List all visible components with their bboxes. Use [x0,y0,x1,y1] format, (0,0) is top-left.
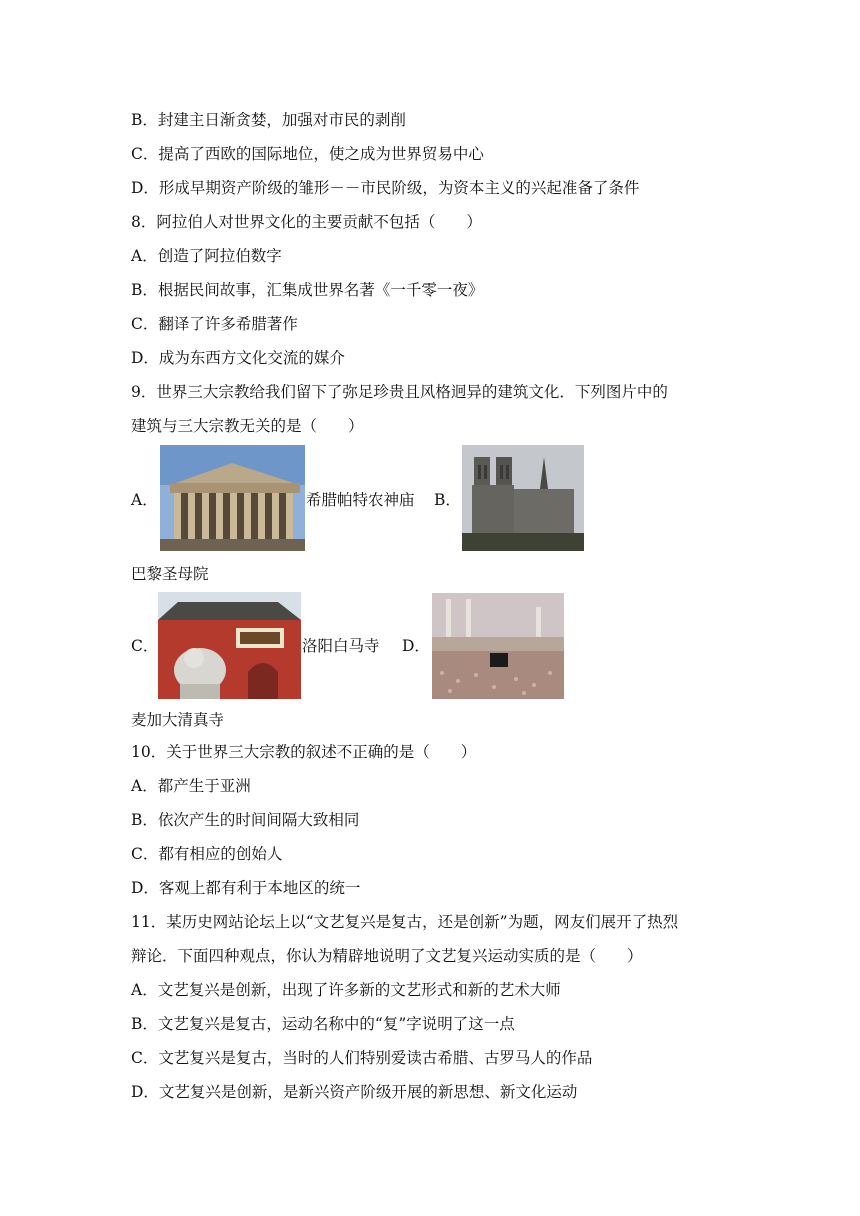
q9-stem-line1: 9．世界三大宗教给我们留下了弥足珍贵且风格迥异的建筑文化．下列图片中的 [131,383,668,401]
q11-option-d: D．文艺复兴是创新，是新兴资产阶级开展的新思想、新文化运动 [131,1083,578,1101]
q9-b-caption: 巴黎圣母院 [131,565,209,583]
q11-option-c: C．文艺复兴是复古，当时的人们特别爱读古希腊、古罗马人的作品 [131,1049,593,1067]
q10-option-b: B．依次产生的时间间隔大致相同 [131,811,360,829]
q7-option-c: C．提高了西欧的国际地位，使之成为世界贸易中心 [131,145,484,163]
q11-option-b: B．文艺复兴是复古，运动名称中的“复”字说明了这一点 [131,1015,515,1033]
q9-d-caption: 麦加大清真寺 [131,711,225,729]
q9-a-caption: 希腊帕特农神庙 [306,491,415,509]
q9-a-prefix: A． [131,491,158,509]
q10-option-a: A．都产生于亚洲 [131,777,251,795]
q11-stem-line1: 11．某历史网站论坛上以“文艺复兴是复古，还是创新”为题，网友们展开了热烈 [131,913,679,931]
q8-option-d: D．成为东西方文化交流的媒介 [131,349,345,367]
white-horse-temple-image [158,592,301,699]
q8-stem: 8．阿拉伯人对世界文化的主要贡献不包括（ ） [131,213,482,231]
q8-option-c: C．翻译了许多希腊著作 [131,315,298,333]
mecca-mosque-image [432,593,564,699]
q9-c-prefix: C． [131,637,159,655]
q8-option-a: A．创造了阿拉伯数字 [131,247,282,265]
q8-option-b: B．根据民间故事，汇集成世界名著《一千零一夜》 [131,281,484,299]
q9-stem-line2: 建筑与三大宗教无关的是（ ） [131,417,364,435]
parthenon-image [160,445,305,551]
q10-option-c: C．都有相应的创始人 [131,845,283,863]
q9-b-prefix: B． [434,491,461,509]
q7-option-b: B．封建主日渐贪婪，加强对市民的剥削 [131,111,406,129]
q10-stem: 10．关于世界三大宗教的叙述不正确的是（ ） [131,743,477,761]
q11-option-a: A．文艺复兴是创新，出现了许多新的文艺形式和新的艺术大师 [131,981,561,999]
q9-c-caption: 洛阳白马寺 [302,637,380,655]
q7-option-d: D．形成早期资产阶级的雏形－－市民阶级，为资本主义的兴起准备了条件 [131,179,640,197]
q11-stem-line2: 辩论．下面四种观点，你认为精辟地说明了文艺复兴运动实质的是（ ） [131,947,643,965]
q9-d-prefix: D． [402,637,430,655]
notre-dame-image [462,445,584,551]
q10-option-d: D．客观上都有利于本地区的统一 [131,879,361,897]
